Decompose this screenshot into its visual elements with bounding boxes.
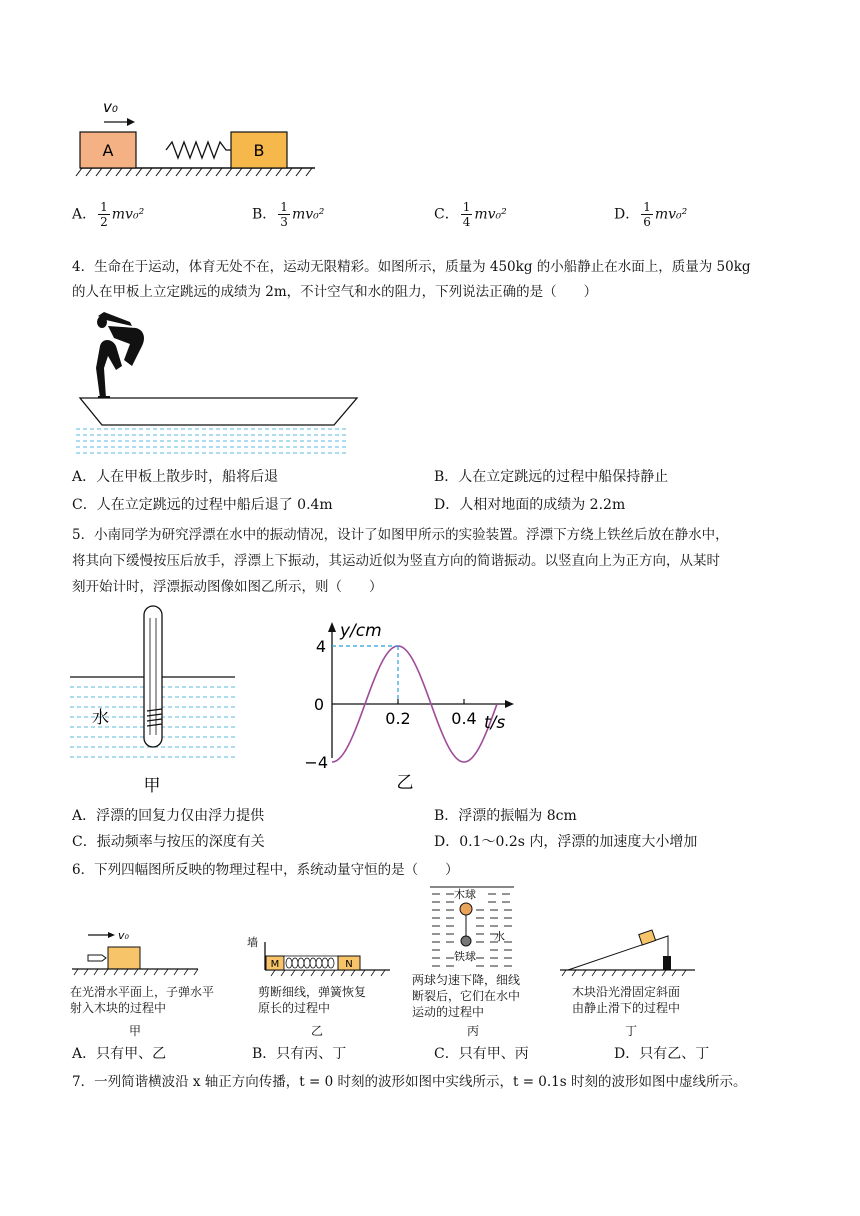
fig-jia-caption: 甲	[143, 776, 161, 796]
q3-option-b[interactable]: B． $\frac{1}{3}$ mv₀²	[252, 200, 325, 229]
q5-stem-line2: 将其向下缓慢按压后放手，浮漂上下振动，其运动近似为竖直方向的简谐振动。以竖直向上为正方向，从某时	[72, 553, 720, 569]
q6-fig-bing-caption1: 两球匀速下降，细线	[412, 973, 521, 987]
q4-option-c[interactable]: C．人在立定跳远的过程中船后退了 0.4m	[72, 497, 333, 513]
block-a-label: A	[102, 141, 114, 160]
x-axis-arrow	[505, 700, 514, 708]
q5-option-d[interactable]: D．0.1～0.2s 内，浮漂的加速度大小增加	[434, 834, 698, 850]
y-axis-arrow	[328, 622, 336, 632]
q6-fig-ding-caption1: 木块沿光滑固定斜面	[572, 985, 681, 999]
water-label: 水	[92, 708, 109, 728]
q6-fig-yi	[245, 930, 395, 982]
x-tick-label-0-2: 0.2	[385, 709, 411, 728]
q5-fig-jia	[70, 605, 240, 800]
q5-option-c[interactable]: C．振动频率与按压的深度有关	[72, 834, 265, 850]
svg-text:N: N	[345, 959, 353, 970]
q6-stem-line1: 6．下列四幅图所反映的物理过程中，系统动量守恒的是（ ）	[72, 862, 459, 878]
iron-ball	[461, 936, 471, 946]
wood-block	[108, 947, 140, 969]
x-axis-label: t/s	[484, 713, 506, 733]
q5-option-b[interactable]: B．浮漂的振幅为 8cm	[434, 808, 577, 824]
q3-option-d[interactable]: D． $\frac{1}{6}$ mv₀²	[614, 200, 688, 229]
q6-fig-jia-caption1: 在光滑水平面上，子弹水平	[70, 985, 215, 999]
svg-text:铁球: 铁球	[454, 950, 476, 963]
spring	[166, 142, 231, 158]
fig-yi-caption: 乙	[396, 773, 414, 793]
q7-stem-line1: 7．一列简谐横波沿 x 轴正方向传播，t = 0 时刻的波形如图中实线所示，t = 0.1s 时刻的波形如图中虚线所示。	[72, 1074, 747, 1090]
person-icon	[96, 312, 144, 400]
q4-stem-line1: 4．生命在于运动，体育无处不在，运动无限精彩。如图所示，质量为 450kg 的小船静止在水面上，质量为 50kg	[72, 259, 751, 275]
svg-text:M: M	[270, 959, 280, 970]
q4-figure	[72, 308, 362, 463]
q4-option-d[interactable]: D．人相对地面的成绩为 2.2m	[434, 497, 626, 513]
q5-fig-yi-chart	[300, 610, 530, 800]
q5-stem-line1: 5．小南同学为研究浮漂在水中的振动情况，设计了如图甲所示的实验装置。浮漂下方绕上铁丝后放在静水中，	[72, 527, 729, 543]
q6-fig-jia-label: 甲	[128, 1024, 141, 1038]
svg-text:墙: 墙	[247, 936, 258, 949]
q6-option-a[interactable]: A．只有甲、乙	[72, 1046, 167, 1062]
q6-fig-yi-caption2: 原长的过程中	[258, 1001, 331, 1015]
q3-figure	[70, 90, 330, 185]
y-tick-label-zero: 0	[313, 695, 324, 714]
q4-option-b[interactable]: B．人在立定跳远的过程中船保持静止	[434, 469, 669, 485]
q6-fig-jia	[70, 925, 205, 980]
q6-fig-bing	[428, 884, 518, 972]
q6-option-b[interactable]: B．只有丙、丁	[252, 1046, 347, 1062]
q4-stem-line2: 的人在甲板上立定跳远的成绩为 2m，不计空气和水的阻力，下列说法正确的是（ ）	[72, 284, 598, 300]
y-tick-label-bottom: −4	[304, 753, 328, 772]
block-b-label: B	[253, 141, 265, 160]
q6-fig-bing-caption2: 断裂后，它们在水中	[412, 989, 521, 1003]
y-tick-label-top: 4	[315, 637, 326, 656]
q5-stem-line3: 刻开始计时，浮漂振动图像如图乙所示，则（ ）	[72, 579, 383, 595]
x-tick-label-0-4: 0.4	[451, 709, 477, 728]
svg-text:木球: 木球	[454, 888, 476, 901]
q6-fig-yi-caption1: 剪断细线，弹簧恢复	[258, 985, 367, 999]
q6-fig-yi-label: 乙	[310, 1024, 323, 1038]
q6-fig-jia-caption2: 射入木块的过程中	[70, 1001, 167, 1015]
q4-option-a[interactable]: A．人在甲板上散步时，船将后退	[72, 469, 279, 485]
q6-option-d[interactable]: D．只有乙、丁	[614, 1046, 710, 1062]
y-axis-label: y/cm	[340, 621, 382, 641]
q3-option-a[interactable]: A． $\frac{1}{2}$ mv₀²	[72, 200, 145, 229]
svg-text:水: 水	[494, 930, 505, 943]
q3-option-c[interactable]: C． $\frac{1}{4}$ mv₀²	[434, 200, 507, 229]
wood-ball	[460, 903, 472, 915]
bullet	[88, 955, 106, 961]
q6-fig-bing-caption3: 运动的过程中	[412, 1005, 485, 1019]
boat	[80, 398, 357, 425]
q6-fig-ding-label: 丁	[624, 1024, 637, 1038]
q6-fig-ding	[560, 922, 710, 980]
velocity-label: v₀	[103, 98, 118, 116]
q5-option-a[interactable]: A．浮漂的回复力仅由浮力提供	[72, 808, 265, 824]
q6-fig-ding-caption2: 由静止滑下的过程中	[572, 1001, 681, 1015]
svg-text:v₀: v₀	[118, 929, 129, 942]
q6-option-c[interactable]: C．只有甲、丙	[434, 1046, 529, 1062]
q6-fig-bing-label: 丙	[466, 1024, 479, 1038]
